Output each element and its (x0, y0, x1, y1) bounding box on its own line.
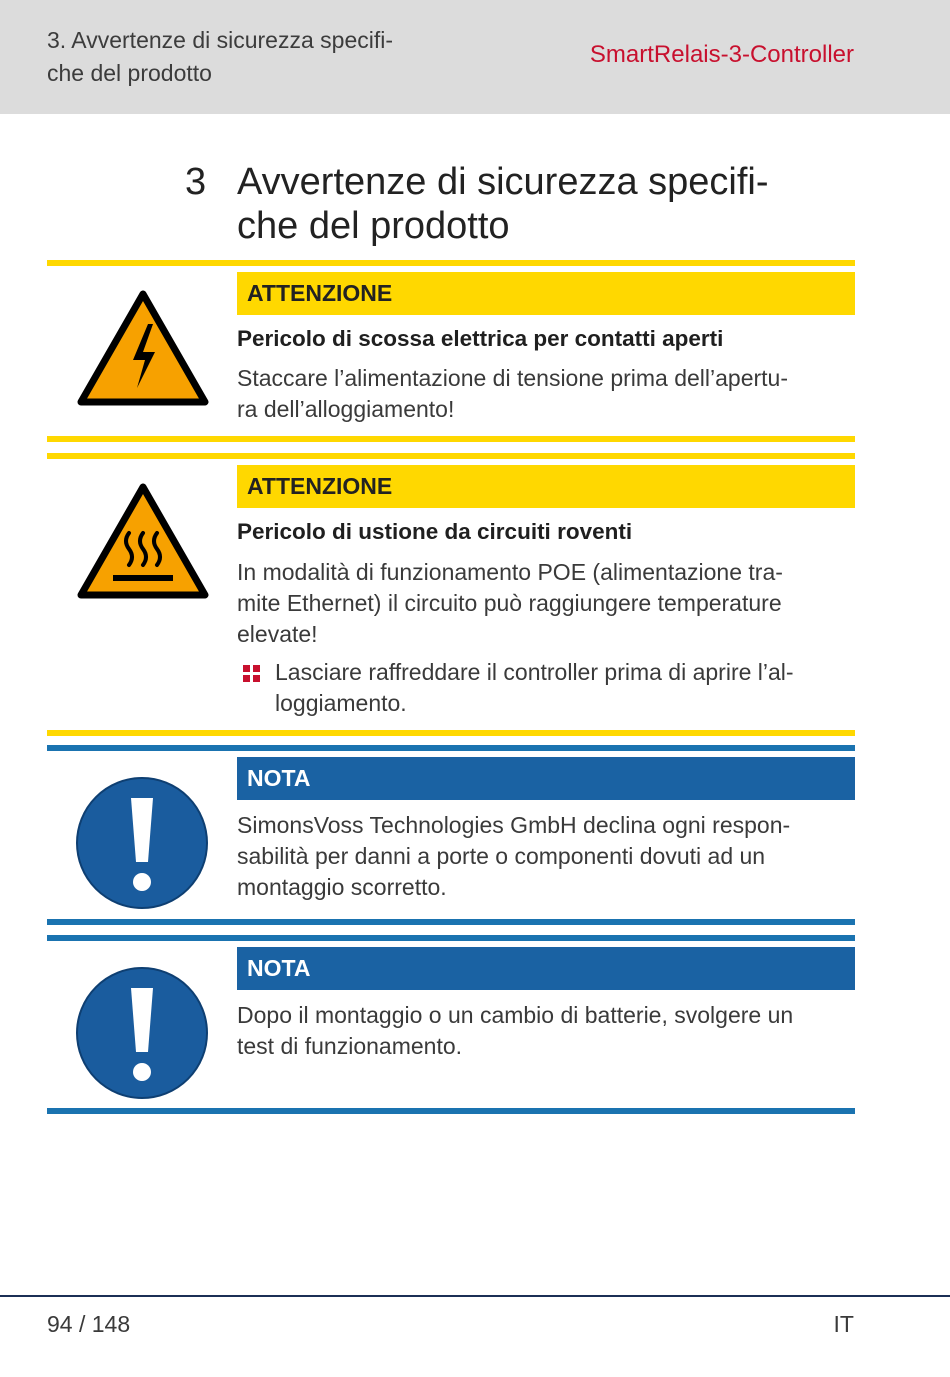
warning-label: ATTENZIONE (237, 465, 855, 508)
hot-surface-warning-icon (75, 481, 211, 601)
electric-shock-warning-icon (75, 288, 211, 408)
note-text: SimonsVoss Technologies GmbH declina ogni respon- sabilità per danni a porte o componenti dovuti ad un montaggio scorretto. (237, 812, 791, 900)
warning-label: ATTENZIONE (237, 272, 855, 315)
warning-bottom-rule (47, 730, 855, 736)
note-top-rule (47, 935, 855, 941)
red-square-bullet-icon (243, 665, 260, 682)
warning-top-rule (47, 260, 855, 266)
note-text: Dopo il montaggio o un cambio di batterie, svolgere un test di funzionamento. (237, 1002, 794, 1059)
chapter-title: Avvertenze di sicurezza specifi- che del prodotto (237, 161, 769, 247)
note-label: NOTA (237, 947, 855, 990)
page-number: 94 / 148 (47, 1311, 131, 1337)
header-section-title: 3. Avvertenze di sicurezza specifi- che del prodotto (47, 27, 394, 86)
warning-text: In modalità di funzionamento POE (alimentazione tra- mite Ethernet) il circuito può raggiungere temperature elevate! (237, 559, 783, 647)
mandatory-exclamation-icon (75, 966, 209, 1100)
note-bottom-rule (47, 1108, 855, 1114)
page-header (0, 0, 950, 114)
language-code: IT (833, 1311, 854, 1337)
chapter-number: 3 (185, 161, 207, 203)
bullet-text: Lasciare raffreddare il controller prima di aprire l’al- loggiamento. (275, 659, 794, 716)
note-label: NOTA (237, 757, 855, 800)
warning-bottom-rule (47, 436, 855, 442)
header-product-name: SmartRelais-3-Controller (589, 41, 854, 68)
note-top-rule (47, 745, 855, 751)
mandatory-exclamation-icon (75, 776, 209, 910)
warning-box-hot-surface (47, 453, 855, 737)
note-box-function-test (47, 935, 855, 1117)
warning-subtitle: Pericolo di scossa elettrica per contatti aperti (237, 326, 724, 351)
note-bottom-rule (47, 919, 855, 925)
note-box-liability (47, 745, 855, 927)
footer-divider (0, 1295, 950, 1297)
warning-text: Staccare l’alimentazione di tensione prima dell’apertu- ra dell’alloggiamento! (237, 365, 789, 422)
warning-subtitle: Pericolo di ustione da circuiti roventi (237, 519, 633, 544)
warning-box-electric-shock (47, 260, 855, 443)
warning-top-rule (47, 453, 855, 459)
